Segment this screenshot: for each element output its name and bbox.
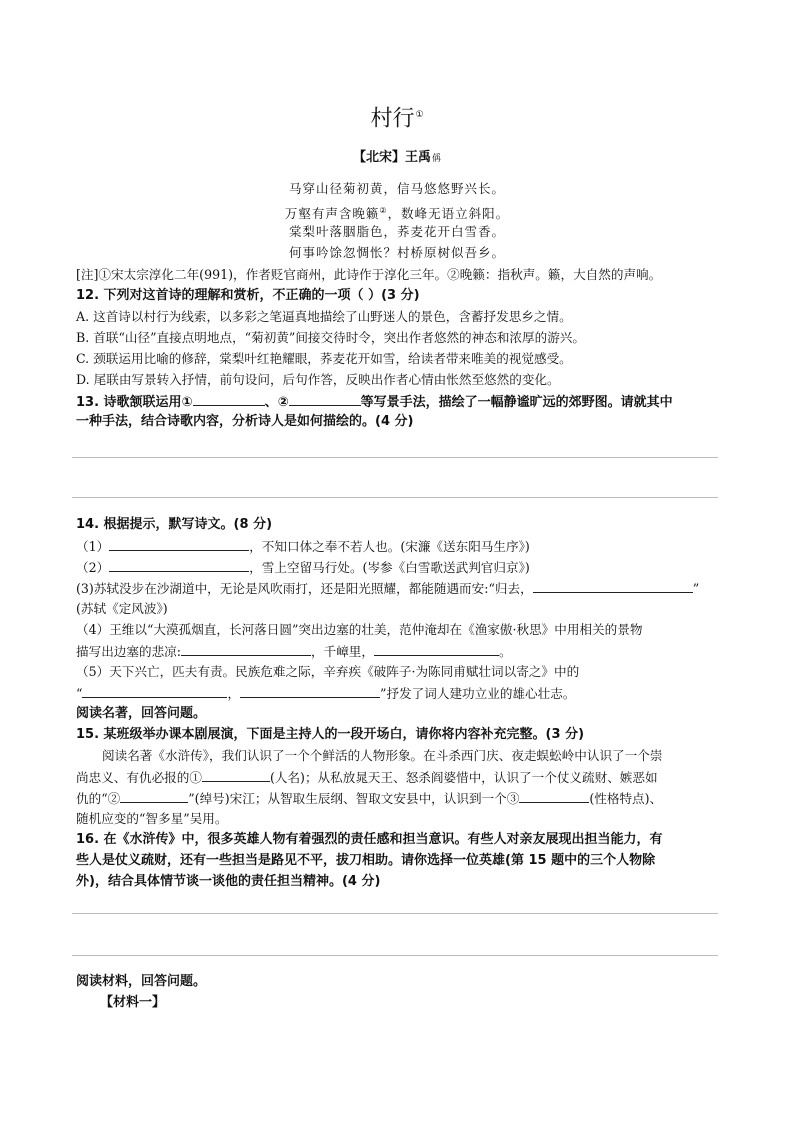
q16-answer-line-1[interactable] xyxy=(72,913,718,914)
q16-answer-line-2[interactable] xyxy=(72,955,718,956)
q14-item-3-text: (3)苏轼没步在沙湖道中，无论是风吹雨打，还是阳光照耀，都能随遇而安:“归去， xyxy=(76,581,533,596)
q14-item-1-text: ，不知口体之奉不若人也。(宋濂《送东阳马生序》) xyxy=(249,539,530,554)
q13-stem-line2: 一种手法，结合诗歌内容，分析诗人是如何描绘的。(4 分) xyxy=(76,414,414,429)
q14-item-5-line2 xyxy=(76,683,575,704)
reading-heading-1: 阅读名著，回答问题。 xyxy=(76,706,207,721)
q15-line-2a: 尚忠义、有仇必报的① xyxy=(76,770,202,785)
poem-line-2 xyxy=(0,201,794,224)
q14-item-5-mid: ， xyxy=(227,686,241,701)
q14-item-3 xyxy=(76,578,699,599)
q14-item-4-line1: （4）王维以“大漠孤烟直，长河落日圆”突出边塞的壮美，范仲淹却在《渔家傲·秋思》中用相关的景物 xyxy=(76,622,643,637)
q15-stem: 15. 某班级举办课本剧展演，下面是主持人的一段开场白，请你将内容补充完整。(3 分) xyxy=(76,727,585,742)
q14-item-5-close: ”抒发了词人建功立业的雄心壮志。 xyxy=(380,686,576,701)
q15-line-4: 随机应变的“智多星”吴用。 xyxy=(76,811,228,826)
poem-title xyxy=(0,100,794,134)
poem-author-name: 王禹 xyxy=(404,150,431,165)
q14-item-5-line1: （5）天下兴亡，匹夫有责。民族危难之际，辛弃疾《破阵子·为陈同甫赋壮词以寄之》中的 xyxy=(76,664,580,679)
poem-dynasty: 【北宋】 xyxy=(352,150,405,165)
q16-line-2: 些人是仗义疏财，还有一些担当是路见不平，拔刀相助。请你选择一位英雄(第 15 题中的三个人物除 xyxy=(76,853,656,868)
q14-blank-5b[interactable] xyxy=(240,683,380,698)
q13-part2: 、② xyxy=(264,395,289,410)
poem-author xyxy=(0,148,794,169)
q14-item-3-end: ” xyxy=(692,581,700,596)
q14-blank-4a[interactable] xyxy=(181,641,311,656)
q15-line-3 xyxy=(76,788,662,809)
poem-line-1: 马穿山径菊初黄，信马悠悠野兴长。 xyxy=(288,181,505,196)
q12-option-c: C. 颈联运用比喻的修辞，棠梨叶红艳耀眼，荞麦花开如雪，给读者带来唯美的视觉感受。 xyxy=(76,351,572,366)
q15-blank-3[interactable] xyxy=(519,788,589,803)
poem-line-2-note: ② xyxy=(379,206,388,215)
q13-blank-1[interactable] xyxy=(193,391,265,406)
q14-blank-2[interactable] xyxy=(109,557,249,572)
q13-part1: 13. 诗歌颔联运用① xyxy=(76,395,193,410)
poem-title-note: ① xyxy=(415,110,424,120)
q15-line-2b: (人名)；从私放晁天王、怒杀阎婆惜中，认识了一个仗义疏财、嫉恶如 xyxy=(269,770,658,785)
q12-option-b: B. 首联“山径”直接点明地点，“菊初黄”间接交待时令，突出作者悠然的神态和浓厚的游兴。 xyxy=(76,330,585,345)
q13-answer-line-2[interactable] xyxy=(72,497,718,498)
q15-line-2 xyxy=(76,767,658,788)
q14-stem: 14. 根据提示，默写诗文。(8 分) xyxy=(76,517,273,532)
q14-item-3-source: (苏轼《定风波》) xyxy=(76,601,168,616)
q14-item-4-a: 描写出边塞的悲凉: xyxy=(76,644,181,659)
q15-line-3c: (性格特点)、 xyxy=(589,791,663,806)
q14-item-1-num: （1） xyxy=(76,539,110,554)
q12-stem: 12. 下列对这首诗的理解和赏析，不正确的一项（ ）(3 分) xyxy=(76,288,420,303)
poem-line-2a: 万壑有声含晚籁 xyxy=(284,206,380,222)
q16-line-1: 16. 在《水浒传》中，很多英雄人物有着强烈的责任感和担当意识。有些人对亲友展现出担当能力，有 xyxy=(76,832,663,847)
q15-line-1: 阅读名著《水浒传》，我们认识了一个个鲜活的人物形象。在斗杀西门庆、夜走蜈蚣岭中认识了一个崇 xyxy=(102,748,663,763)
poem-title-text: 村行 xyxy=(370,106,415,132)
q14-item-4-c: 。 xyxy=(498,644,512,659)
q14-blank-5a[interactable] xyxy=(82,683,227,698)
q15-line-3b: ”(绰号)宋江；从智取生辰纲、智取文安县中，认识到一个③ xyxy=(188,791,520,806)
q14-item-4-b: ，千嶂里， xyxy=(311,644,374,659)
poem-notes: [注]①宋太宗淳化二年(991)，作者贬官商州，此诗作于淳化三年。②晚籁：指秋声。籁，大自然的声响。 xyxy=(76,267,662,282)
q13-answer-line-1[interactable] xyxy=(72,457,718,458)
q13-part3: 等写景手法，描绘了一幅静谧旷远的郊野图。请就其中 xyxy=(360,395,673,410)
q14-item-2-num: （2） xyxy=(76,560,110,575)
q13-stem-line1 xyxy=(76,391,673,413)
poem-line-2b: ，数峰无语立斜阳。 xyxy=(387,206,510,222)
q12-option-a: A. 这首诗以村行为线索，以多彩之笔逼真地描绘了山野迷人的景色，含蓄抒发思乡之情。 xyxy=(76,309,572,324)
material-1-heading: 【材料一】 xyxy=(100,995,166,1010)
poem-line-4: 何事吟馀忽惆怅？村桥原树似吾乡。 xyxy=(288,245,505,260)
q15-blank-2[interactable] xyxy=(120,788,188,803)
q14-item-2 xyxy=(76,557,530,578)
q14-item-4-line2 xyxy=(76,641,512,662)
q15-line-3a: 仇的“② xyxy=(76,791,121,806)
q16-line-3: 外)，结合具体情节谈一谈他的责任担当精神。(4 分) xyxy=(76,874,381,889)
q14-blank-1[interactable] xyxy=(109,536,249,551)
q14-blank-4b[interactable] xyxy=(374,641,499,656)
q13-blank-2[interactable] xyxy=(289,391,361,406)
q15-blank-1[interactable] xyxy=(202,767,270,782)
poem-line-3: 棠梨叶落胭脂色，荞麦花开白雪香。 xyxy=(288,224,505,239)
q14-item-1 xyxy=(76,536,530,557)
reading-heading-2: 阅读材料，回答问题。 xyxy=(76,974,207,989)
poem-author-suffix: 偁 xyxy=(432,154,442,164)
q14-item-2-text: ，雪上空留马行处。(岑参《白雪歌送武判官归京》) xyxy=(249,560,530,575)
q14-item-5-open: “ xyxy=(76,686,83,701)
q12-option-d: D. 尾联由写景转入抒情，前句设问，后句作答，反映出作者心情由怅然至悠然的变化。 xyxy=(76,372,560,387)
q14-blank-3[interactable] xyxy=(533,578,693,593)
